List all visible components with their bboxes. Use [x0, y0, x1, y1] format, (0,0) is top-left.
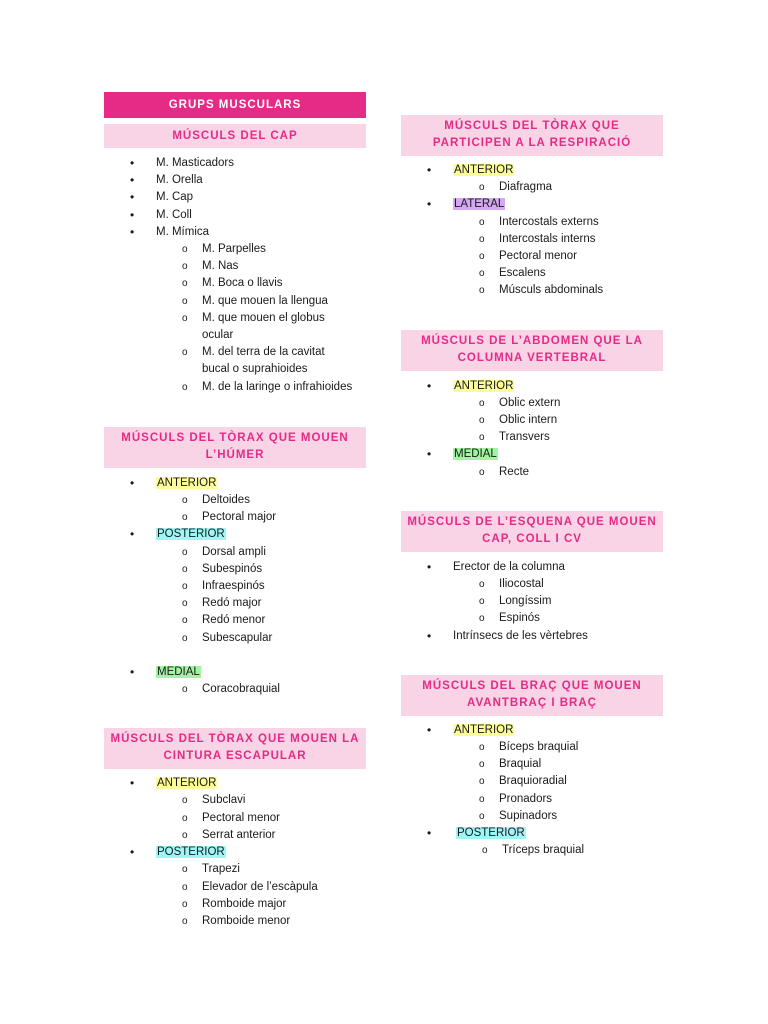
list-item: o Serrat anterior	[156, 827, 366, 844]
list-item	[401, 162, 663, 179]
sublist	[401, 576, 663, 628]
list-item: o Pectoral major	[156, 509, 366, 526]
sublist	[401, 842, 663, 859]
list-item	[401, 446, 663, 463]
list-item: o Longíssim	[453, 593, 663, 610]
sublist	[401, 464, 663, 481]
list-item: • Erector de la columna	[401, 559, 663, 576]
list-item: o M. de la laringe o infrahioides	[156, 379, 382, 396]
list-item	[401, 825, 663, 842]
anterior-label: ANTERIOR	[157, 476, 217, 489]
sublist	[104, 492, 366, 526]
list-item: o Escalens	[453, 265, 663, 282]
list-item: o M. que mouen el globus ocular	[156, 310, 342, 344]
list-item: • M. Cap	[104, 189, 366, 206]
sublist	[401, 395, 663, 447]
list-item	[104, 526, 366, 543]
respiracio-list	[401, 162, 663, 179]
sublist	[401, 739, 663, 825]
section-heading-brac: MÚSCULS DEL BRAÇ QUE MOUEN AVANTBRAÇ I BRAÇ	[401, 675, 663, 716]
list-item: o M. Parpelles	[156, 241, 362, 258]
list-item: o Romboide menor	[156, 913, 366, 930]
list-item: o Redó major	[156, 595, 366, 612]
sublist	[104, 861, 366, 930]
list-item: o Oblic extern	[453, 395, 663, 412]
list-item: o M. Boca o llavis	[156, 275, 362, 292]
list-item	[104, 775, 366, 792]
brac-list-posterior	[401, 825, 663, 842]
list-item-label: M. Mímica	[156, 225, 210, 238]
list-item: o Romboide major	[156, 896, 366, 913]
list-item: o Subespinós	[156, 561, 366, 578]
list-item: o M. Nas	[156, 258, 362, 275]
right-column	[401, 115, 663, 859]
list-item: o Espinós	[453, 610, 663, 627]
list-item	[401, 378, 663, 395]
respiracio-list-lateral	[401, 196, 663, 213]
list-item: o M. que mouen la llengua	[156, 293, 362, 310]
list-item	[104, 224, 366, 241]
lateral-label: LATERAL	[454, 198, 505, 211]
anterior-label: ANTERIOR	[454, 723, 514, 736]
anterior-label: ANTERIOR	[157, 777, 217, 790]
section-heading-torax-humer: MÚSCULS DEL TÒRAX QUE MOUEN L’HÚMER	[104, 427, 366, 468]
abdomen-list-medial	[401, 446, 663, 463]
section-heading-abdomen: MÚSCULS DE L’ABDOMEN QUE LA COLUMNA VERTEBRAL	[401, 330, 663, 371]
list-item: o Supinadors	[453, 808, 663, 825]
section-heading-esquena: MÚSCULS DE L’ESQUENA QUE MOUEN CAP, COLL I CV	[401, 511, 663, 552]
list-item: o Subescapular	[156, 630, 366, 647]
abdomen-list	[401, 378, 663, 395]
posterior-label: POSTERIOR	[457, 827, 525, 840]
posterior-label: POSTERIOR	[157, 528, 225, 541]
list-item: o Trapezi	[156, 861, 366, 878]
list-item: o Braquioradial	[453, 773, 663, 790]
list-item	[104, 475, 366, 492]
list-item: o Infraespinós	[156, 578, 366, 595]
section-heading-torax-respiracio: MÚSCULS DEL TÒRAX QUE PARTICIPEN A LA RESPIRACIÓ	[401, 115, 663, 156]
torax-cintura-list-posterior	[104, 844, 366, 861]
list-item: o Elevador de l’escàpula	[156, 879, 366, 896]
cap-list	[104, 155, 366, 241]
brac-list	[401, 722, 663, 739]
sublist	[104, 681, 366, 698]
list-item: o Subclavi	[156, 792, 366, 809]
anterior-label: ANTERIOR	[454, 164, 514, 176]
list-item: • M. Coll	[104, 207, 366, 224]
list-item: o Recte	[453, 464, 663, 481]
torax-humer-list	[104, 475, 366, 492]
list-item: o Pectoral menor	[156, 810, 366, 827]
list-item: • Intrínsecs de les vèrtebres	[401, 628, 663, 645]
torax-humer-list-posterior	[104, 526, 366, 543]
section-heading-cap: MÚSCULS DEL CAP	[104, 124, 366, 148]
list-item	[401, 722, 663, 739]
sublist	[104, 792, 366, 844]
list-item: o Dorsal ampli	[156, 544, 366, 561]
posterior-label: POSTERIOR	[157, 846, 225, 859]
list-item: o Braquial	[453, 756, 663, 773]
list-item: • M. Masticadors	[104, 155, 366, 172]
list-item: o Deltoides	[156, 492, 366, 509]
esquena-list-intrinsecs	[401, 628, 663, 645]
list-item: o Músculs abdominals	[453, 282, 663, 299]
torax-cintura-list	[104, 775, 366, 792]
torax-humer-list-medial	[104, 664, 366, 681]
list-item: o Intercostals externs	[453, 214, 663, 231]
list-item: o Pectoral menor	[453, 248, 663, 265]
medial-label: MEDIAL	[157, 665, 200, 678]
list-item: o Transvers	[453, 429, 663, 446]
list-item: o Bíceps braquial	[453, 739, 663, 756]
page-title: GRUPS MUSCULARS	[104, 92, 366, 118]
list-item: o Iliocostal	[453, 576, 663, 593]
list-item: • M. Orella	[104, 172, 366, 189]
anterior-label: ANTERIOR	[454, 379, 514, 392]
left-column	[104, 92, 366, 930]
sublist	[104, 544, 366, 647]
medial-label: MEDIAL	[454, 448, 497, 461]
list-item: o Diafragma	[453, 179, 663, 196]
list-item: o Redó menor	[156, 612, 366, 629]
list-item: o Oblic intern	[453, 412, 663, 429]
esquena-list	[401, 559, 663, 576]
list-item	[401, 196, 663, 213]
sublist	[401, 214, 663, 300]
sublist	[401, 179, 663, 196]
list-item: o Tríceps braquial	[456, 842, 663, 859]
list-item	[104, 664, 366, 681]
list-item: o Coracobraquial	[156, 681, 366, 698]
section-heading-torax-cintura: MÚSCULS DEL TÒRAX QUE MOUEN LA CINTURA ESCAPULAR	[104, 728, 366, 769]
list-item: o M. del terra de la cavitat bucal o suprahioides	[156, 344, 342, 378]
mimica-sublist	[104, 241, 366, 396]
list-item: o Pronadors	[453, 791, 663, 808]
list-item	[104, 844, 366, 861]
list-item: o Intercostals interns	[453, 231, 663, 248]
